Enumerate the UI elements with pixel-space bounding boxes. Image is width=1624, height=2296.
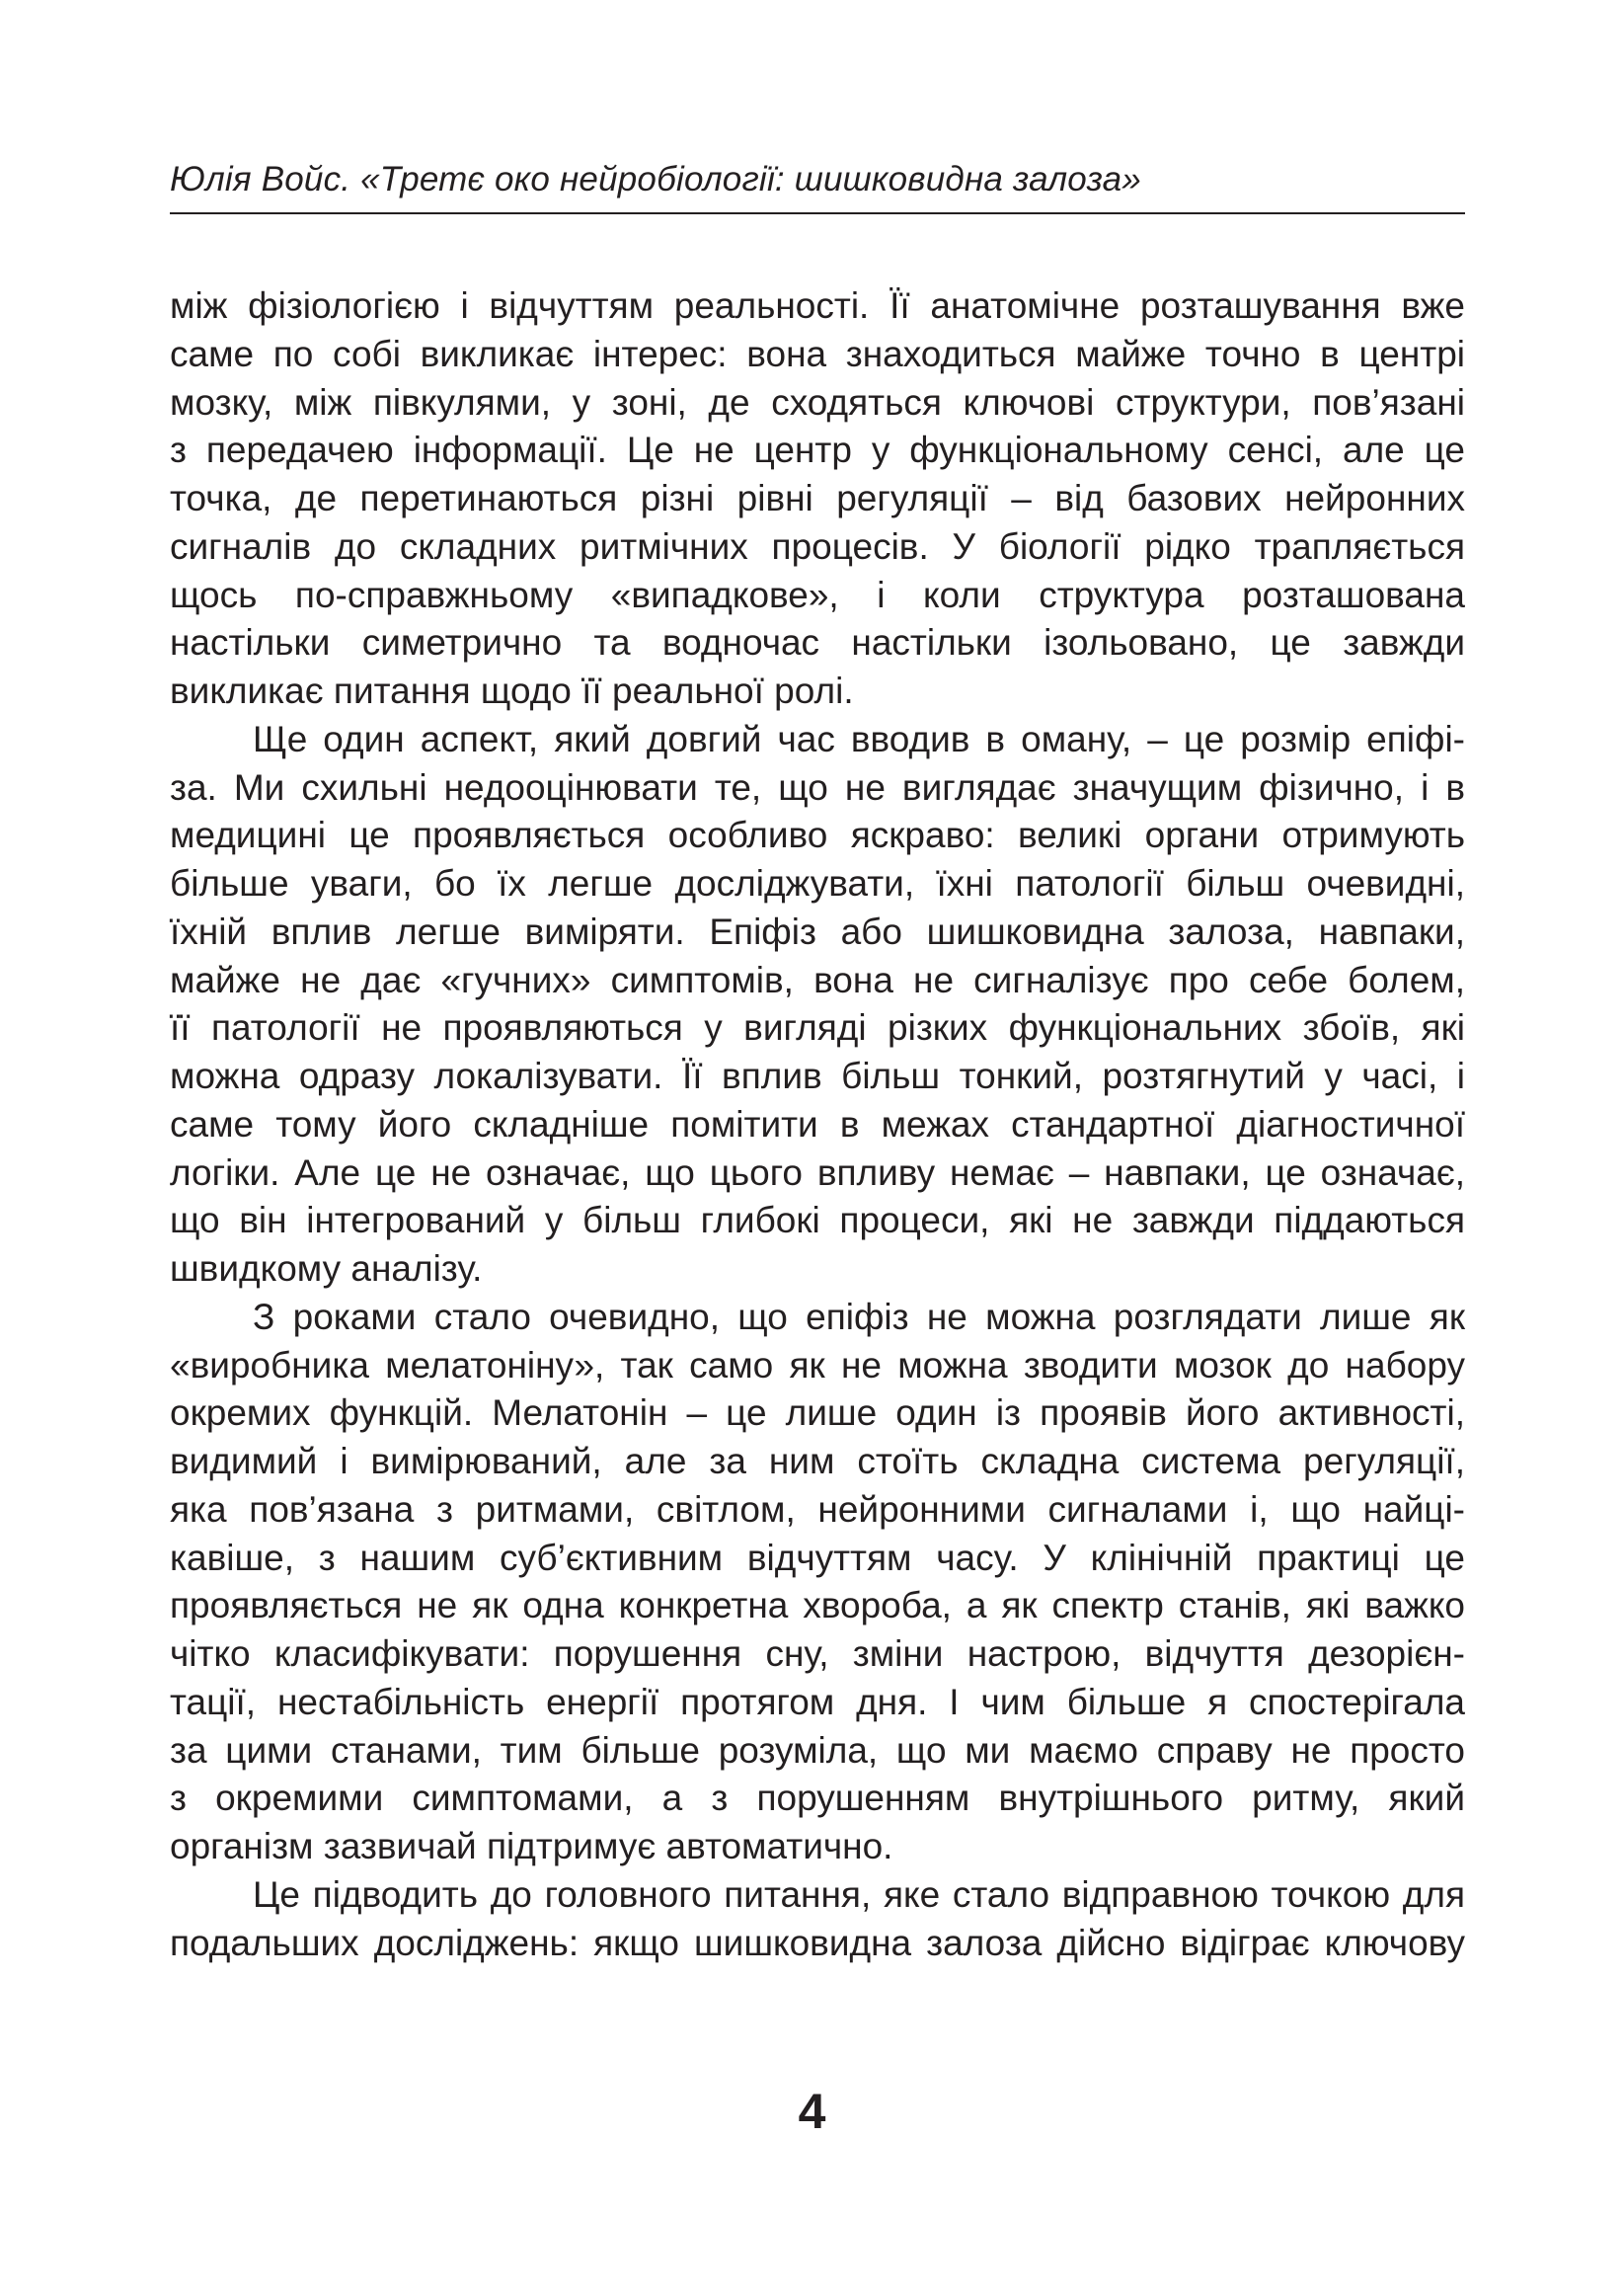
text-line: організм зазвичай підтримує автоматично. (170, 1826, 893, 1866)
text-line: точка, де перетинаються різні рівні регуляції – від базових нейронних (170, 478, 1465, 518)
text-line: їхній вплив легше виміряти. Епіфіз або шишковидна залоза, навпаки, (170, 910, 1465, 952)
text-line: Ще один аспект, який довгий час вводив в оману, – це розмір епіфі- (253, 718, 1465, 759)
text-line: настільки симетрично та водночас настільки ізольовано, це завжди (170, 622, 1465, 664)
text-line: видимий і вимірюваний, але за ним стоїть складна система регуляції, (170, 1441, 1465, 1481)
text-line: сигналів до складних ритмічних процесів. У біології рідко трапляється (170, 525, 1465, 567)
text-line: майже не дає «гучних» симптомів, вона не сигналізує про себе болем, (170, 959, 1465, 1000)
page-number: 4 (798, 2084, 826, 2139)
text-line: тації, нестабільність енергії протягом дня. І чим більше я спостерігала (170, 1681, 1465, 1722)
text-line: З роками стало очевидно, що епіфіз не можна розглядати лише як (253, 1296, 1465, 1337)
header-rule (170, 212, 1465, 214)
text-line: можна одразу локалізувати. Її вплив більш тонкий, розтягнутий у часі, і (170, 1056, 1465, 1096)
text-line: з передачею інформації. Це не центр у функціональному сенсі, але це (170, 430, 1465, 471)
text-line: з окремими симптомами, а з порушенням внутрішнього ритму, який (170, 1778, 1465, 1819)
text-line: викликає питання щодо її реальної ролі. (170, 671, 854, 711)
running-head: Юлія Войс. «Третє око нейробіології: шишковидна залоза» (170, 160, 1141, 198)
text-line: саме тому його складніше помітити в межах стандартної діагностичної (170, 1103, 1465, 1145)
text-line: подальших досліджень: якщо шишковидна залоза дійсно відіграє ключову (170, 1922, 1465, 1963)
text-line: окремих функцій. Мелатонін – це лише один із проявів його активності, (170, 1392, 1465, 1434)
text-line: мозку, між півкулями, у зоні, де сходяться ключові структури, пов’язані (170, 381, 1465, 423)
text-line: більше уваги, бо їх легше досліджувати, їхні патології більш очевидні, (170, 863, 1465, 904)
text-line: «виробника мелатоніну», так само як не можна зводити мозок до набору (170, 1344, 1465, 1386)
text-line: чітко класифікувати: порушення сну, зміни настрою, відчуття дезорієн- (170, 1633, 1465, 1674)
text-line: її патології не проявляються у вигляді різких функціональних збоїв, які (170, 1007, 1465, 1049)
text-line: щось по-справжньому «випадкове», і коли структура розташована (170, 574, 1465, 615)
text-line: що він інтегрований у більш глибокі процеси, які не завжди піддаються (170, 1200, 1465, 1241)
text-line: проявляється не як одна конкретна хвороба, а як спектр станів, які важко (170, 1585, 1465, 1626)
text-line: яка пов’язана з ритмами, світлом, нейронними сигналами і, що найці- (170, 1488, 1465, 1530)
body-text (170, 282, 1465, 1967)
text-line: за цими станами, тим більше розуміла, що ми маємо справу не просто (170, 1729, 1465, 1771)
text-line: кавіше, з нашим суб’єктивним відчуттям часу. У клінічній практиці це (170, 1537, 1465, 1578)
text-line: медицині це проявляється особливо яскраво: великі органи отримують (170, 815, 1465, 856)
text-line: за. Ми схильні недооцінювати те, що не виглядає значущим фізично, і в (170, 766, 1465, 808)
text-line: швидкому аналізу. (170, 1248, 483, 1289)
text-line: саме по собі викликає інтерес: вона знаходиться майже точно в центрі (170, 333, 1465, 374)
text-line: між фізіологією і відчуттям реальності. Її анатомічне розташування вже (170, 285, 1465, 326)
text-line: логіки. Але це не означає, що цього впливу немає – навпаки, це означає, (170, 1151, 1465, 1193)
text-line: Це підводить до головного питання, яке стало відправною точкою для (253, 1873, 1465, 1915)
